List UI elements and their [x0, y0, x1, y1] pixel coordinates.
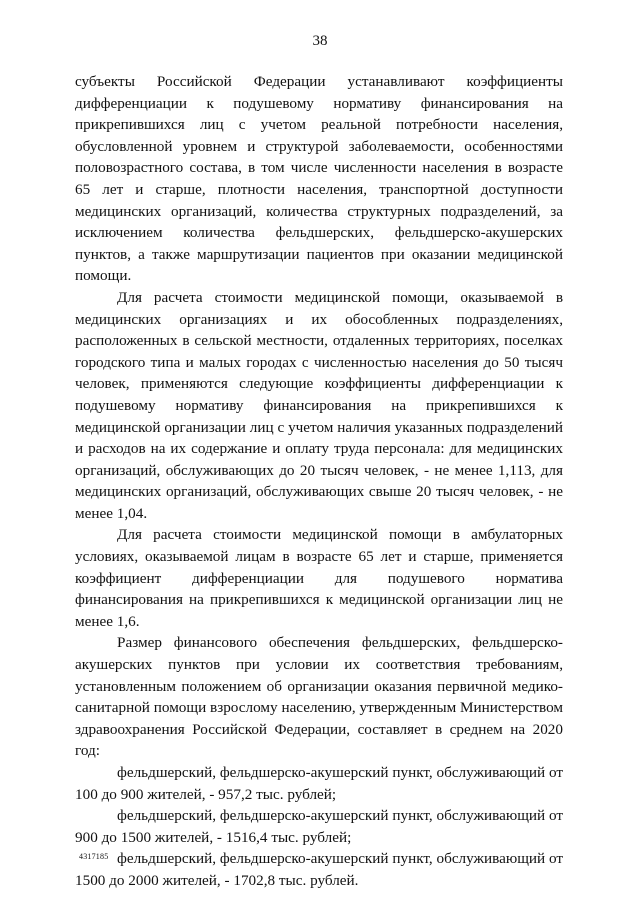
document-body [75, 71, 563, 892]
paragraph-fap-funding: Размер финансового обеспечения фельдшерских, фельдшерско-акушерских пунктов при условии их соответствия требованиям, установленным положением об организации оказания первичной медико-санитарной помощи взрослому населению, утвержденным Министерством здравоохранения Российской Федерации, составляет в среднем на 2020 год: [75, 634, 563, 760]
list-item-fap-100-900: фельдшерский, фельдшерско-акушерский пункт, обслуживающий от 100 до 900 жителей, - 957,2 тыс. рублей; [75, 764, 563, 803]
list-item-fap-1500-2000: фельдшерский, фельдшерско-акушерский пункт, обслуживающий от 1500 до 2000 жителей, - 1702,8 тыс. рублей. [75, 850, 563, 889]
page-number: 38 [312, 33, 328, 49]
paragraph-elderly-coefficient: Для расчета стоимости медицинской помощи в амбулаторных условиях, оказываемой лицам в возрасте 65 лет и старше, применяется коэффициент дифференциации для подушевого норматива финансирования на прикрепившихся к медицинской организации лиц не менее 1,6. [75, 526, 563, 630]
document-code: 4317185 [79, 852, 109, 861]
paragraph-rural-coefficients: Для расчета стоимости медицинской помощи, оказываемой в медицинских организациях и их обособленных подразделениях, расположенных в сельской местности, отдаленных территориях, поселках городского типа и малых городах с численностью населения до 50 тысяч человек, применяются следующие коэффициенты дифференциации к подушевому нормативу финансирования на прикрепившихся к медицинской организации лиц с учетом наличия указанных подразделений и расходов на их содержание и оплату труда персонала: для медицинских организаций, обслуживающих до 20 тысяч человек, - не менее 1,113, для медицинских организаций, обслуживающих свыше 20 тысяч человек, - не менее 1,04. [75, 288, 563, 522]
paragraph-continuation: субъекты Российской Федерации устанавливают коэффициенты дифференциации к подушевому нормативу финансирования на прикрепившихся лиц с учетом реальной потребности населения, обусловленной уровнем и структурой заболеваемости, особенностями половозрастного состава, в том числе численности населения в возрасте 65 лет и старше, плотности населения, транспортной доступности медицинских организаций, количества структурных подразделений, за исключением количества фельдшерских, фельдшерско-акушерских пунктов, а также маршрутизации пациентов при оказании медицинской помощи. [75, 73, 563, 285]
list-item-fap-900-1500: фельдшерский, фельдшерско-акушерский пункт, обслуживающий от 900 до 1500 жителей, - 1516,4 тыс. рублей; [75, 807, 563, 846]
